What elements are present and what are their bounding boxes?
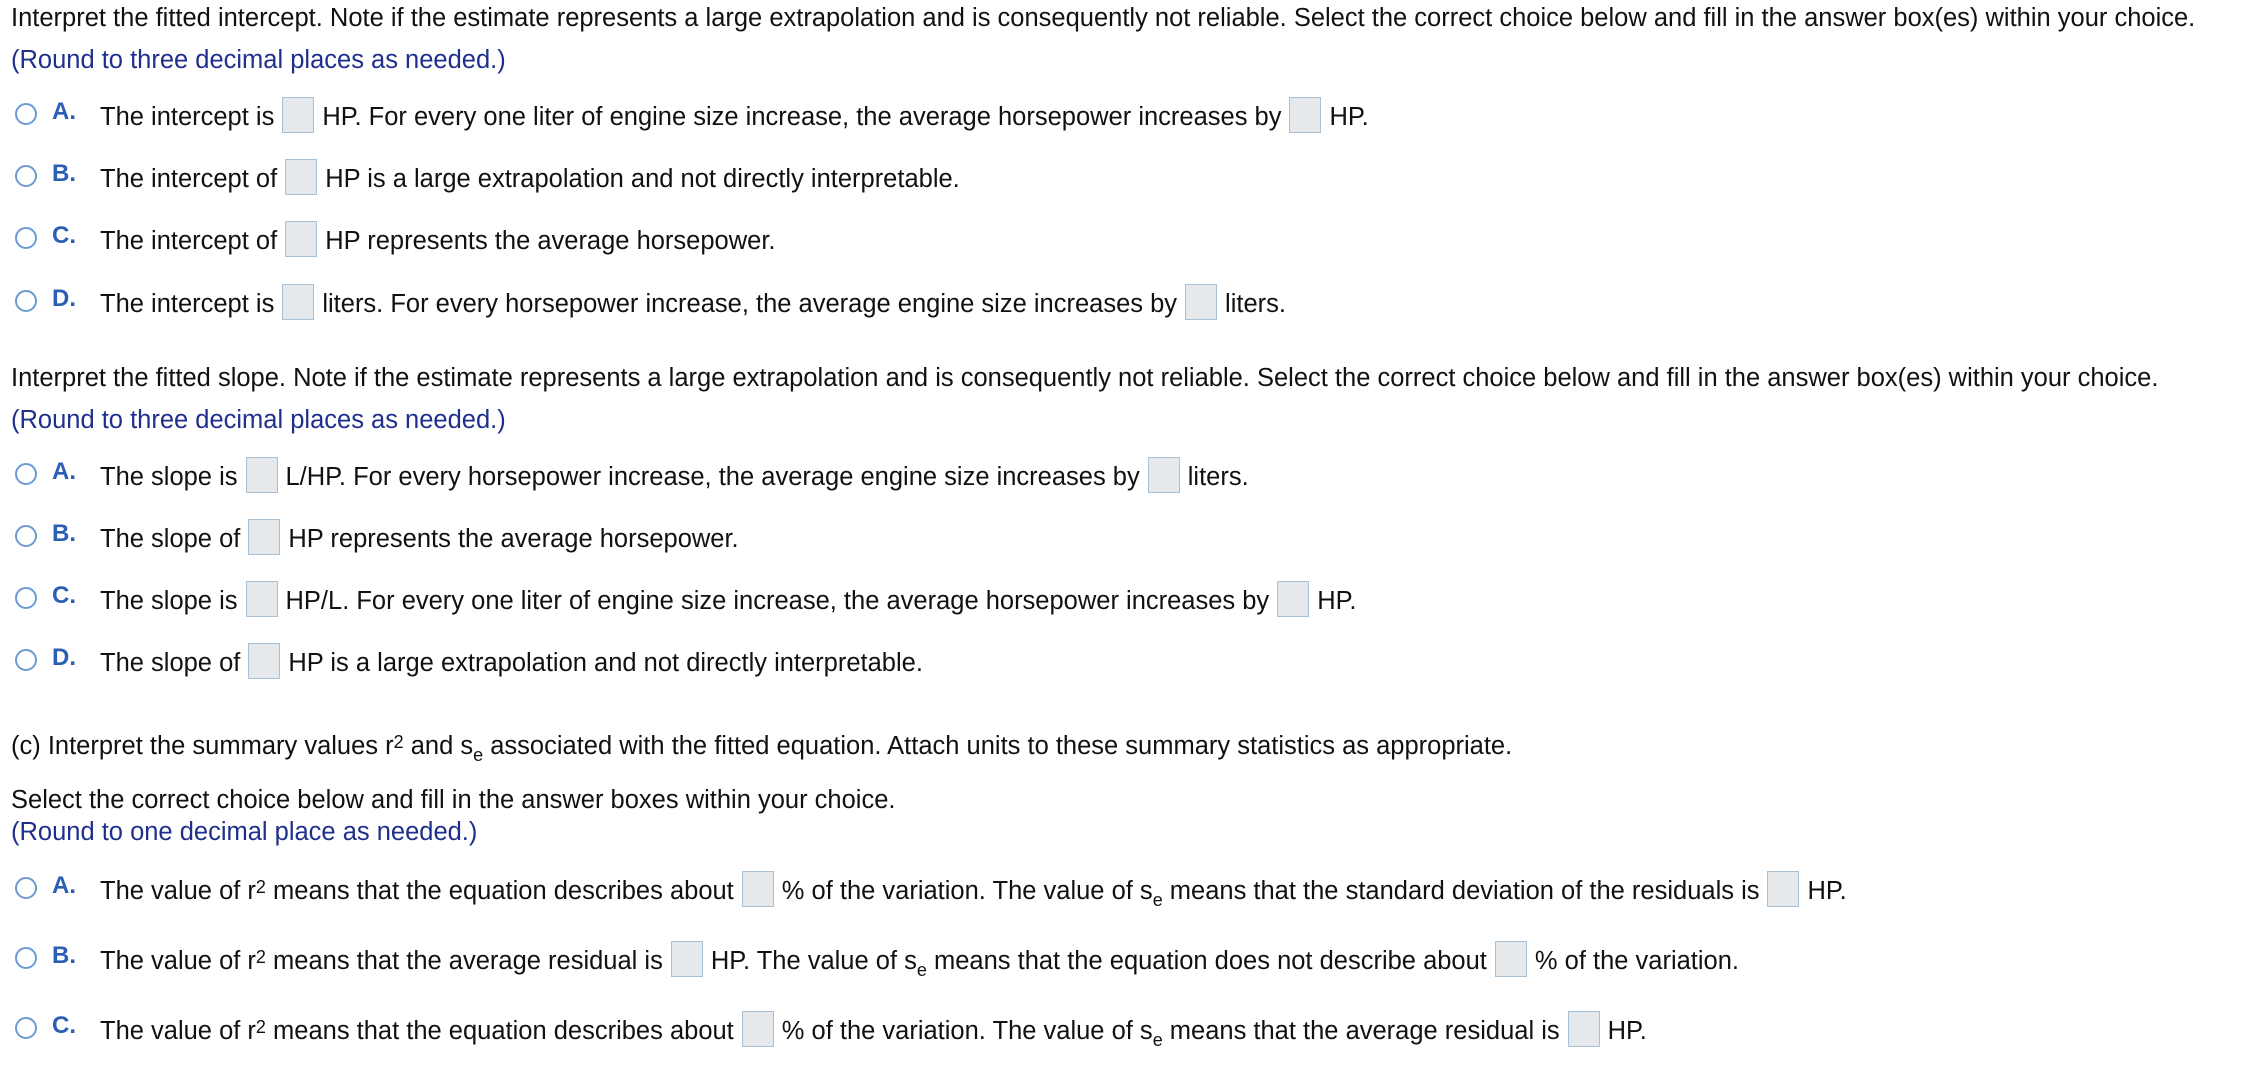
choice-text: HP. bbox=[1317, 587, 1357, 615]
answer-box[interactable] bbox=[671, 941, 703, 977]
choice-text: HP is a large extrapolation and not directly interpretable. bbox=[288, 649, 923, 677]
choice-text: The slope of bbox=[100, 525, 241, 553]
choice-text: The intercept of bbox=[100, 227, 278, 255]
choice-text: The slope is bbox=[100, 587, 238, 615]
choice-letter: C. bbox=[52, 222, 76, 249]
choice-text: The value of r bbox=[100, 877, 256, 905]
summary-prompt: (c) Interpret the summary values $r^2$ and $s_e$ associated with the fitted equation. Attach units to these summary statistics as appropriate. bbox=[11, 732, 1513, 765]
choice-text: means that the equation describes about bbox=[273, 877, 734, 905]
choice-text: The value of r bbox=[100, 1017, 256, 1045]
answer-box[interactable] bbox=[1185, 284, 1217, 320]
answer-box[interactable] bbox=[246, 457, 278, 493]
radio-button[interactable] bbox=[15, 463, 37, 485]
choice-text: % of the variation. bbox=[1534, 947, 1740, 975]
intercept-rounding-hint: (Round to three decimal places as needed.) bbox=[11, 46, 506, 74]
choice-text: HP. For every one liter of engine size increase, the average horsepower increases by bbox=[322, 103, 1282, 131]
answer-box[interactable] bbox=[285, 221, 317, 257]
choice-letter: C. bbox=[52, 582, 76, 609]
choice-text: % of the variation. The value of s bbox=[781, 1017, 1153, 1045]
choice-text: The slope is bbox=[100, 463, 238, 491]
summary-rounding-hint: (Round to one decimal place as needed.) bbox=[11, 818, 478, 846]
answer-box[interactable] bbox=[742, 1011, 774, 1047]
radio-button[interactable] bbox=[15, 103, 37, 125]
choice-text: liters. bbox=[1225, 290, 1286, 318]
choice-text: The intercept is bbox=[100, 290, 275, 318]
slope-prompt: Interpret the fitted slope. Note if the estimate represents a large extrapolation and is consequently not reliable. Select the correct choice below and fill in the answer box(es) within your choice. bbox=[11, 364, 2159, 392]
answer-box[interactable] bbox=[1495, 941, 1527, 977]
choice-text: HP is a large extrapolation and not directly interpretable. bbox=[325, 165, 960, 193]
choice-text: HP represents the average horsepower. bbox=[288, 525, 739, 553]
radio-button[interactable] bbox=[15, 947, 37, 969]
answer-box[interactable] bbox=[246, 581, 278, 617]
choice-text: HP. bbox=[1607, 1017, 1647, 1045]
answer-box[interactable] bbox=[1568, 1011, 1600, 1047]
choice-letter: C. bbox=[52, 1012, 76, 1039]
answer-box[interactable] bbox=[282, 284, 314, 320]
choice-text: liters. For every horsepower increase, the average engine size increases by bbox=[322, 290, 1178, 318]
choice-text: HP represents the average horsepower. bbox=[325, 227, 776, 255]
radio-button[interactable] bbox=[15, 290, 37, 312]
choice-text: means that the equation does not describe about bbox=[933, 947, 1487, 975]
radio-button[interactable] bbox=[15, 877, 37, 899]
choice-text: HP. The value of s bbox=[710, 947, 917, 975]
slope-rounding-hint: (Round to three decimal places as needed.) bbox=[11, 406, 506, 434]
intercept-prompt: Interpret the fitted intercept. Note if the estimate represents a large extrapolation and is consequently not reliable. Select the correct choice below and fill in the answer box(es) within your choice. bbox=[11, 4, 2196, 32]
choice-letter: B. bbox=[52, 520, 76, 547]
choice-text: L/HP. For every horsepower increase, the average engine size increases by bbox=[285, 463, 1140, 491]
choice-text: % of the variation. The value of s bbox=[781, 877, 1153, 905]
choice-text: The value of r bbox=[100, 947, 256, 975]
radio-button[interactable] bbox=[15, 587, 37, 609]
choice-letter: B. bbox=[52, 942, 76, 969]
choice-text: means that the standard deviation of the residuals is bbox=[1169, 877, 1760, 905]
radio-button[interactable] bbox=[15, 227, 37, 249]
answer-box[interactable] bbox=[1767, 871, 1799, 907]
choice-letter: A. bbox=[52, 98, 76, 125]
choice-text: The intercept is bbox=[100, 103, 275, 131]
radio-button[interactable] bbox=[15, 165, 37, 187]
choice-text: means that the average residual is bbox=[1169, 1017, 1560, 1045]
radio-button[interactable] bbox=[15, 649, 37, 671]
answer-box[interactable] bbox=[248, 519, 280, 555]
answer-box[interactable] bbox=[1289, 97, 1321, 133]
answer-box[interactable] bbox=[742, 871, 774, 907]
choice-letter: D. bbox=[52, 285, 76, 312]
choice-letter: A. bbox=[52, 458, 76, 485]
choice-text: The intercept of bbox=[100, 165, 278, 193]
answer-box[interactable] bbox=[285, 159, 317, 195]
choice-text: liters. bbox=[1187, 463, 1249, 491]
choice-text: HP. bbox=[1807, 877, 1847, 905]
choice-text: HP/L. For every one liter of engine size increase, the average horsepower increases by bbox=[285, 587, 1270, 615]
radio-button[interactable] bbox=[15, 1017, 37, 1039]
choice-letter: B. bbox=[52, 160, 76, 187]
choice-text: means that the equation describes about bbox=[273, 1017, 734, 1045]
radio-button[interactable] bbox=[15, 525, 37, 547]
answer-box[interactable] bbox=[1148, 457, 1180, 493]
choice-text: means that the average residual is bbox=[273, 947, 663, 975]
choice-letter: A. bbox=[52, 872, 76, 899]
choice-text: The slope of bbox=[100, 649, 241, 677]
answer-box[interactable] bbox=[248, 643, 280, 679]
answer-box[interactable] bbox=[1277, 581, 1309, 617]
answer-box[interactable] bbox=[282, 97, 314, 133]
summary-select-instruction: Select the correct choice below and fill in the answer boxes within your choice. bbox=[11, 786, 896, 814]
choice-letter: D. bbox=[52, 644, 76, 671]
choice-text: HP. bbox=[1329, 103, 1369, 131]
